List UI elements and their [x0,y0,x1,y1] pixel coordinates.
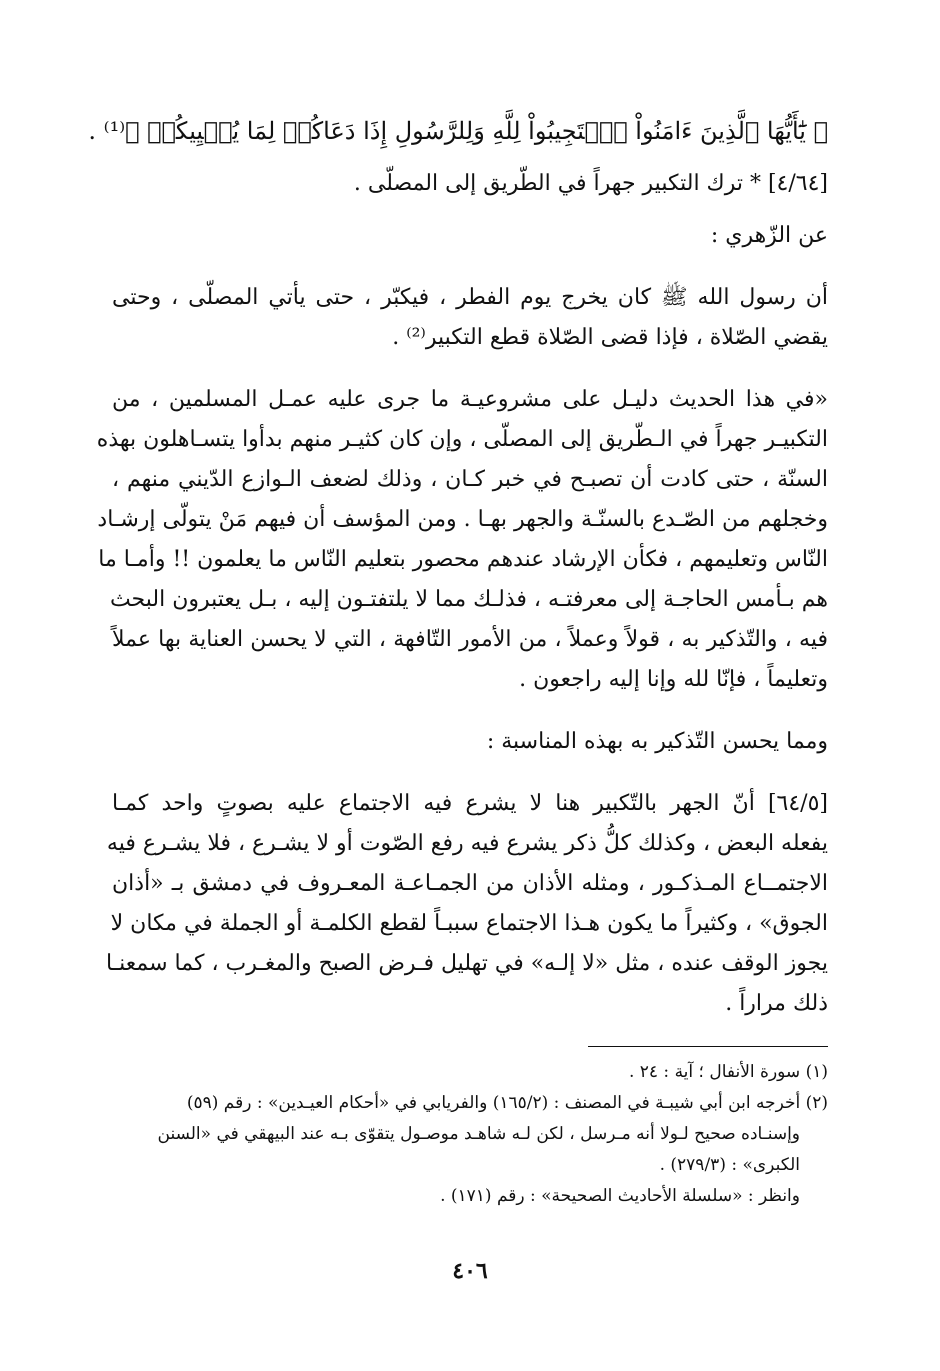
section-5-line: يفعله البعض ، وكذلك كلُّ ذكر يشرع فيه رفع الصّوت أو لا يشـرع ، فلا يشـرع فيه [106,831,828,856]
footnote-1: (١) سورة الأنفال ؛ آية : ٢٤ . [628,1062,828,1082]
section-5-line: الجوق» ، وكثيراً ما يكون هـذا الاجتماع سببـاً لقطع الكلمـة أو الجملة في مكان لا [110,911,828,936]
footnote-2-see-also: وانظر : «سلسلة الأحاديث الصحيحة» : رقم (١٧١) . [440,1186,800,1206]
commentary-line: فيه ، والتّذكير به ، قولاً وعملاً ، من الأمور التّافهة ، التي لا يحسن العناية بها عملاً [112,627,828,652]
section-5-line: [٦٤/٥] أنّ الجهر بالتّكبير هنا لا يشرع فيه الاجتماع عليه بصوتٍ واحد كمـا [112,791,828,816]
footnote-2-continued: وإسنـاده صحيح لـولا أنه مـرسل ، لكن لـه شاهـد موصـول يتقوّى بـه عند البيهقي في «السنن [157,1124,800,1144]
section-5-line: يجوز الوقف عنده ، مثل «لا إلـه» في تهليل فـرض الصبح والمغـرب ، كما سمعنـا [106,951,828,976]
hadith-line: أن رسول الله ﷺ كان يخرج يوم الفطر ، فيكبّر ، حتى يأتي المصلّى ، وحتى [112,285,828,310]
section-heading: [٤/٦٤] * ترك التكبير جهراً في الطّريق إلى المصلّى . [353,171,828,196]
commentary-line: النّاس وتعليمهم ، فكأن الإرشاد عندهم محصور بتعليم النّاس ما يعلمون !! وأمـا ما [98,547,828,572]
footnotes [112,1057,828,1212]
page-number: ٤٠٦ [452,1258,488,1284]
intro-line: ومما يحسن التّذكير به بهذه المناسبة : [486,729,828,754]
commentary-line: السنّة ، حتى كادت أن تصبـح في خبر كـان ، وذلك لضعف الـوازع الدّيني منهم ، [112,467,828,492]
commentary-line: «في هذا الحديث دليـل على مشروعيـة ما جرى عليه عمـل المسلمين ، من [112,387,828,412]
footnote-divider [588,1046,828,1047]
hadith-text [112,278,828,358]
commentary-line: التكبيـر جهراً في الـطّريق إلى المصلّى ، وإن كان كثيـر منهم بدأوا يتسـاهلون بهذه [96,427,828,452]
footnote-2-continued: الكبرى» : (٢٧٩/٣) . [659,1155,800,1175]
section-5-paragraph [106,784,828,1024]
section-5-line: الاجتمــاع المـذكـور ، ومثله الأذان من الجمـاعـة المعـروف في دمشق بـ «أذان [112,871,828,896]
section-5-line: ذلك مراراً . [725,991,828,1016]
commentary-line: هم بـأمس الحاجـة إلى معرفتـه ، فذلـك مما لا يلتفتـون إليه ، بـل يعتبرون البحث [109,587,828,612]
quran-verse: ﴿ يَٰٓأَيُّهَا ٱلَّذِينَ ءَامَنُواْ ٱسۡتَجِيبُواْ لِلَّهِ وَلِلرَّسُولِ إِذَا دَعَاكُمۡ لِمَا يُحۡيِيكُمۡ ﴾⁽¹⁾ . [88,117,828,145]
commentary-line: وتعليماً ، فإنّا لله وإنا إليه راجعون . [519,667,828,692]
commentary-line: وخجلهم من الصّـدع بالسنّـة والجهر بهـا . ومن المؤسف أن فيهم مَنْ يتولّى إرشـاد [97,507,828,532]
narrator-line: عن الزّهري : [710,223,828,248]
commentary-paragraph [96,380,828,700]
footnote-2: (٢) أخرجه ابن أبي شيبـة في المصنف : (١٦٥/٢) والفريابي في «أحكام العيـدين» : رقم (٥٩) [186,1093,828,1113]
hadith-line: يقضي الصّلاة ، فإذا قضى الصّلاة قطع التكبير⁽²⁾ . [392,325,828,350]
